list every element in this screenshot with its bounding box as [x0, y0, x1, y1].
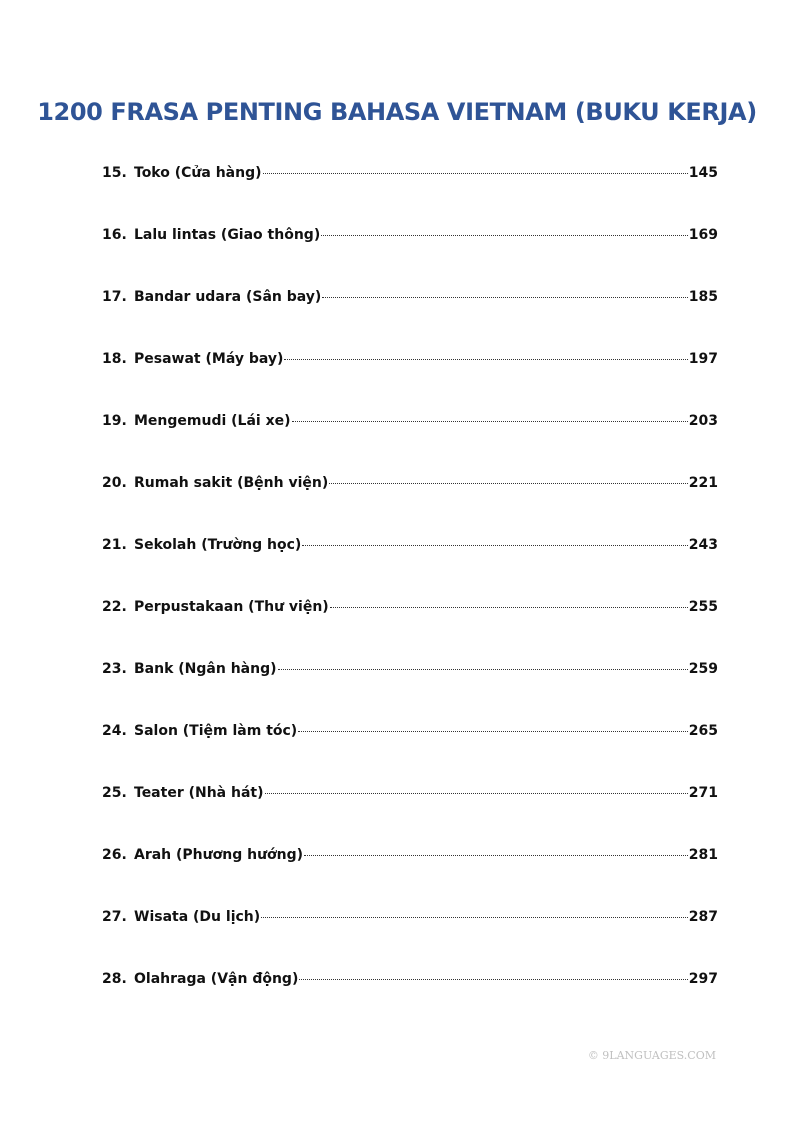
toc-entry-number: 22. [102, 599, 127, 615]
toc-entry[interactable] [102, 408, 718, 470]
dot-leader [284, 359, 687, 360]
toc-entry[interactable] [102, 346, 718, 408]
toc-entry-number: 15. [102, 165, 127, 181]
toc-entry-label: Toko (Cửa hàng) [134, 165, 262, 181]
toc-entry-page: 287 [688, 909, 718, 925]
toc-entry-number: 24. [102, 723, 127, 739]
toc-entry-label: Mengemudi (Lái xe) [134, 413, 291, 429]
toc-entry-number: 27. [102, 909, 127, 925]
toc-entry-page: 197 [688, 351, 718, 367]
toc-entry-label: Salon (Tiệm làm tóc) [134, 723, 298, 739]
page-title: 1200 FRASA PENTING BAHASA VIETNAM (BUKU KERJA) [37, 98, 757, 127]
toc-entry-page: 255 [688, 599, 718, 615]
toc-entry-label: Pesawat (Máy bay) [134, 351, 284, 367]
toc-entry-number: 17. [102, 289, 127, 305]
toc-entry-label: Bank (Ngân hàng) [134, 661, 277, 677]
toc-entry-page: 243 [688, 537, 718, 553]
toc-entry-label: Olahraga (Vận động) [134, 971, 299, 987]
toc-entry-number: 23. [102, 661, 127, 677]
dot-leader [265, 793, 688, 794]
toc-entry[interactable] [102, 594, 718, 656]
toc-entry-page: 221 [688, 475, 718, 491]
toc-entry[interactable] [102, 470, 718, 532]
toc-entry[interactable] [102, 656, 718, 718]
dot-leader [329, 483, 688, 484]
copyright-notice: © 9LANGUAGES.COM [587, 1049, 716, 1062]
toc-entry-page: 297 [688, 971, 718, 987]
toc-entry-number: 16. [102, 227, 127, 243]
dot-leader [278, 669, 688, 670]
toc-entry-label: Lalu lintas (Giao thông) [134, 227, 321, 243]
dot-leader [322, 297, 687, 298]
toc-entry[interactable] [102, 842, 718, 904]
toc-entry-page: 203 [688, 413, 718, 429]
toc-entry[interactable] [102, 966, 718, 1028]
toc-entry-label: Rumah sakit (Bệnh viện) [134, 475, 329, 491]
toc-entry[interactable] [102, 160, 718, 222]
dot-leader [321, 235, 688, 236]
toc-entry-number: 26. [102, 847, 127, 863]
table-of-contents [102, 160, 718, 1028]
toc-entry-number: 28. [102, 971, 127, 987]
toc-entry-label: Perpustakaan (Thư viện) [134, 599, 329, 615]
toc-entry[interactable] [102, 222, 718, 284]
dot-leader [261, 917, 688, 918]
toc-entry-label: Teater (Nhà hát) [134, 785, 264, 801]
toc-entry-number: 21. [102, 537, 127, 553]
toc-entry-page: 271 [688, 785, 718, 801]
toc-entry-label: Wisata (Du lịch) [134, 909, 261, 925]
dot-leader [299, 979, 687, 980]
dot-leader [292, 421, 688, 422]
toc-entry[interactable] [102, 718, 718, 780]
toc-entry-number: 18. [102, 351, 127, 367]
toc-entry-number: 20. [102, 475, 127, 491]
toc-entry-label: Arah (Phương hướng) [134, 847, 304, 863]
toc-entry[interactable] [102, 284, 718, 346]
toc-entry-number: 19. [102, 413, 127, 429]
toc-entry-number: 25. [102, 785, 127, 801]
dot-leader [304, 855, 688, 856]
toc-entry[interactable] [102, 780, 718, 842]
toc-entry-page: 265 [688, 723, 718, 739]
toc-entry-label: Sekolah (Trường học) [134, 537, 302, 553]
dot-leader [302, 545, 688, 546]
toc-entry-page: 185 [688, 289, 718, 305]
dot-leader [330, 607, 688, 608]
toc-entry-page: 169 [688, 227, 718, 243]
toc-entry-page: 145 [688, 165, 718, 181]
toc-entry-label: Bandar udara (Sân bay) [134, 289, 322, 305]
toc-entry-page: 259 [688, 661, 718, 677]
toc-entry-page: 281 [688, 847, 718, 863]
dot-leader [263, 173, 688, 174]
dot-leader [298, 731, 688, 732]
toc-entry[interactable] [102, 904, 718, 966]
toc-entry[interactable] [102, 532, 718, 594]
